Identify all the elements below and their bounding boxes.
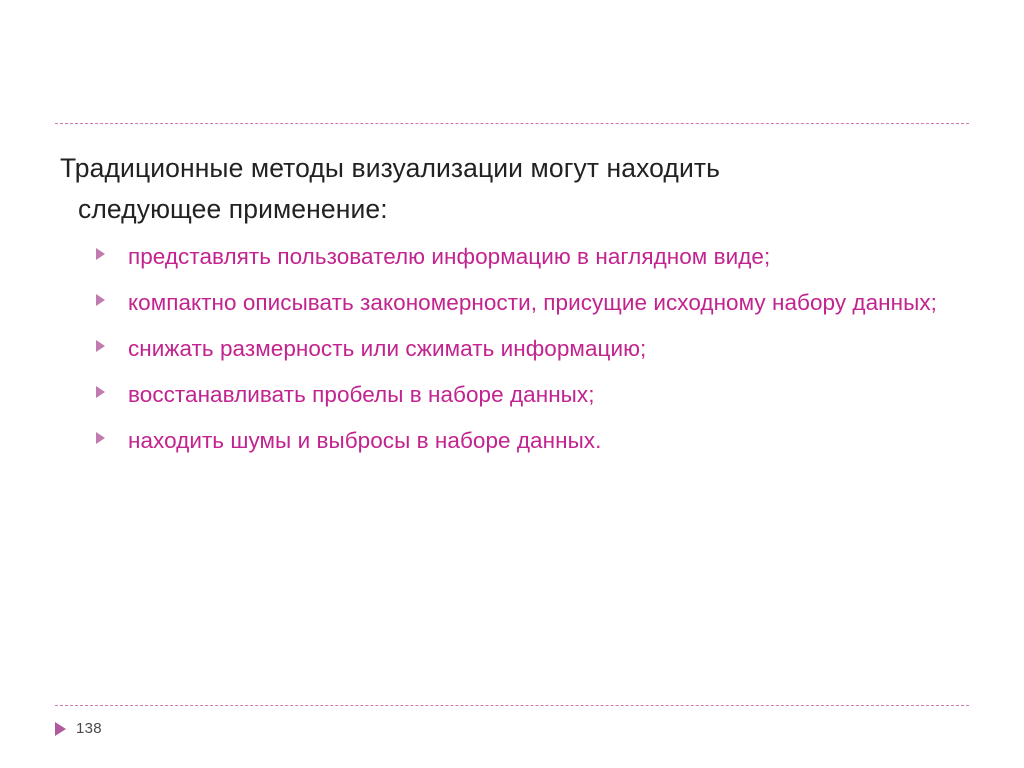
list-item — [88, 424, 948, 457]
divider-bottom — [55, 705, 969, 706]
list-item-text: представлять пользователю информацию в наглядном виде; — [128, 244, 771, 269]
page-title-line-1: Традиционные методы визуализации могут находить — [60, 153, 721, 183]
list-item — [88, 240, 948, 273]
triangle-bullet-icon — [96, 386, 105, 398]
bullet-list — [88, 240, 948, 470]
list-item-text: восстанавливать пробелы в наборе данных; — [128, 382, 595, 407]
list-item — [88, 332, 948, 365]
list-item-text: находить шумы и выбросы в наборе данных. — [128, 428, 602, 453]
list-item-text: компактно описывать закономерности, присущие исходному набору данных; — [128, 290, 937, 315]
list-item — [88, 378, 948, 411]
triangle-bullet-icon — [96, 432, 105, 444]
triangle-bullet-icon — [96, 248, 105, 260]
page-title — [60, 148, 940, 230]
triangle-bullet-icon — [96, 340, 105, 352]
divider-top — [55, 123, 969, 124]
page-title-line-2: следующее применение: — [78, 194, 388, 224]
triangle-bullet-icon — [96, 294, 105, 306]
list-item-text: снижать размерность или сжимать информацию; — [128, 336, 647, 361]
slide-footer — [55, 720, 102, 737]
page-number: 138 — [76, 720, 102, 737]
list-item — [88, 286, 948, 319]
triangle-bullet-icon — [55, 722, 66, 736]
